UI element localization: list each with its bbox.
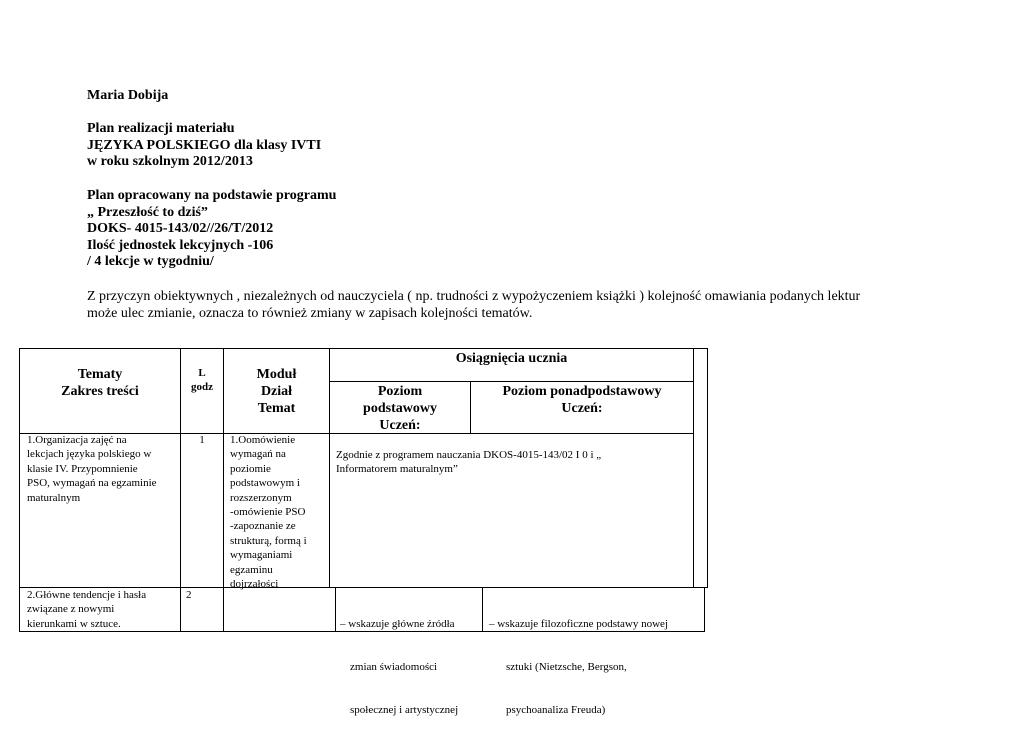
plan-title-line-3: w roku szkolnym 2012/2013 bbox=[87, 154, 253, 169]
row-1-module-line: poziomie bbox=[230, 462, 271, 475]
table-row-1-hours: 1 bbox=[199, 434, 205, 446]
header-advanced-line-2: Uczeń: bbox=[561, 401, 603, 416]
row-1-module-line: 1.Oomówienie bbox=[230, 434, 296, 446]
row-2-topic-line: kierunkami w sztuce. bbox=[27, 617, 121, 630]
header-advanced-line-1: Poziom ponadpodstawowy bbox=[502, 384, 662, 399]
row-2-basic-line: – wskazuje główne źródła bbox=[340, 617, 455, 630]
author-name: Maria Dobija bbox=[87, 88, 169, 103]
row-2-advanced-line: sztuki (Nietzsche, Bergson, bbox=[506, 661, 627, 674]
row-1-module-line: -zapoznanie ze bbox=[230, 520, 296, 533]
header-basic-line-1: Poziom bbox=[377, 384, 423, 399]
row-1-module-line: podstawowym i bbox=[230, 477, 300, 490]
row-1-module-line: dojrzałości bbox=[230, 578, 279, 591]
row-1-achievements-line: Informatorem maturalnym” bbox=[336, 463, 458, 476]
header-module bbox=[224, 366, 329, 417]
header-topics-line-1: Tematy bbox=[77, 367, 123, 382]
header-topics-line-2: Zakres treści bbox=[61, 384, 139, 399]
table-row-2-hours: 2 bbox=[186, 589, 192, 601]
header-hours bbox=[181, 366, 223, 394]
table-row-2-basic bbox=[340, 588, 481, 732]
program-info-line-3: DOKS- 4015-143/02//26/T/2012 bbox=[87, 221, 274, 236]
row-1-topic-line: klasie IV. Przypomnienie bbox=[27, 462, 138, 475]
row-2-basic-line: społecznej i artystycznej bbox=[350, 704, 459, 717]
note-line-1: Z przyczyn obiektywnych , niezależnych od nauczyciela ( np. trudności z wypożyczeniem książki ) kolejność omawiania podanych lektur bbox=[87, 289, 861, 304]
row-2-basic-line: zmian świadomości bbox=[350, 661, 438, 674]
header-topics bbox=[20, 366, 180, 400]
row-2-advanced-line: psychoanaliza Freuda) bbox=[506, 704, 606, 717]
row-1-topic-line: PSO, wymagań na egzaminie bbox=[27, 477, 157, 490]
row-2-advanced-line: – wskazuje filozoficzne podstawy nowej bbox=[489, 617, 668, 630]
row-2-topic-line: 2.Główne tendencje i hasła bbox=[27, 589, 147, 601]
header-advanced-level bbox=[471, 383, 693, 417]
header-hours-line-2: godz bbox=[191, 381, 213, 393]
table-row-1-module bbox=[230, 433, 328, 591]
header-hours-line-1: L bbox=[198, 367, 206, 379]
header-basic-line-2: podstawowy bbox=[363, 401, 437, 416]
row-1-module-line: -omówienie PSO bbox=[230, 506, 306, 519]
header-module-line-2: Dział bbox=[260, 384, 293, 399]
row-1-module-line: strukturą, formą i bbox=[230, 534, 307, 547]
table-row-2-advanced bbox=[489, 588, 703, 732]
table-row-1-topic bbox=[27, 433, 179, 505]
row-1-module-line: wymagań na bbox=[230, 448, 286, 461]
row-1-module-line: rozszerzonym bbox=[230, 491, 292, 504]
header-basic-level bbox=[330, 383, 470, 434]
header-basic-line-3: Uczeń: bbox=[379, 418, 421, 433]
table-row-2-topic bbox=[27, 588, 179, 631]
row-2-topic-line: związane z nowymi bbox=[27, 603, 115, 616]
program-info-line-1: Plan opracowany na podstawie programu bbox=[87, 188, 337, 203]
row-1-achievements-line: Zgodnie z programem nauczania DKOS-4015-143/02 I 0 i „ bbox=[336, 449, 602, 461]
plan-title-line-2: JĘZYKA POLSKIEGO dla klasy IVTI bbox=[87, 137, 322, 153]
row-1-topic-line: lekcjach języka polskiego w bbox=[27, 448, 152, 461]
header-achievements: Osiągnięcia ucznia bbox=[455, 351, 568, 366]
table-row-1-achievements bbox=[336, 448, 691, 477]
header-module-line-1: Moduł bbox=[256, 367, 297, 382]
header-module-line-3: Temat bbox=[257, 401, 296, 416]
row-1-module-line: wymaganiami bbox=[230, 549, 293, 562]
note-line-2: może ulec zmianie, oznacza to również zmiany w zapisach kolejności tematów. bbox=[87, 306, 533, 321]
program-info-line-2: „ Przeszłość to dziś” bbox=[87, 204, 208, 220]
plan-title-line-1: Plan realizacji materiału bbox=[87, 121, 235, 136]
row-1-topic-line: 1.Organizacja zajęć na bbox=[27, 434, 127, 446]
row-1-topic-line: maturalnym bbox=[27, 491, 81, 504]
program-info-line-4: Ilość jednostek lekcyjnych -106 bbox=[87, 237, 274, 253]
program-info-line-5: / 4 lekcje w tygodniu/ bbox=[87, 254, 214, 269]
row-1-module-line: egzaminu bbox=[230, 563, 273, 576]
